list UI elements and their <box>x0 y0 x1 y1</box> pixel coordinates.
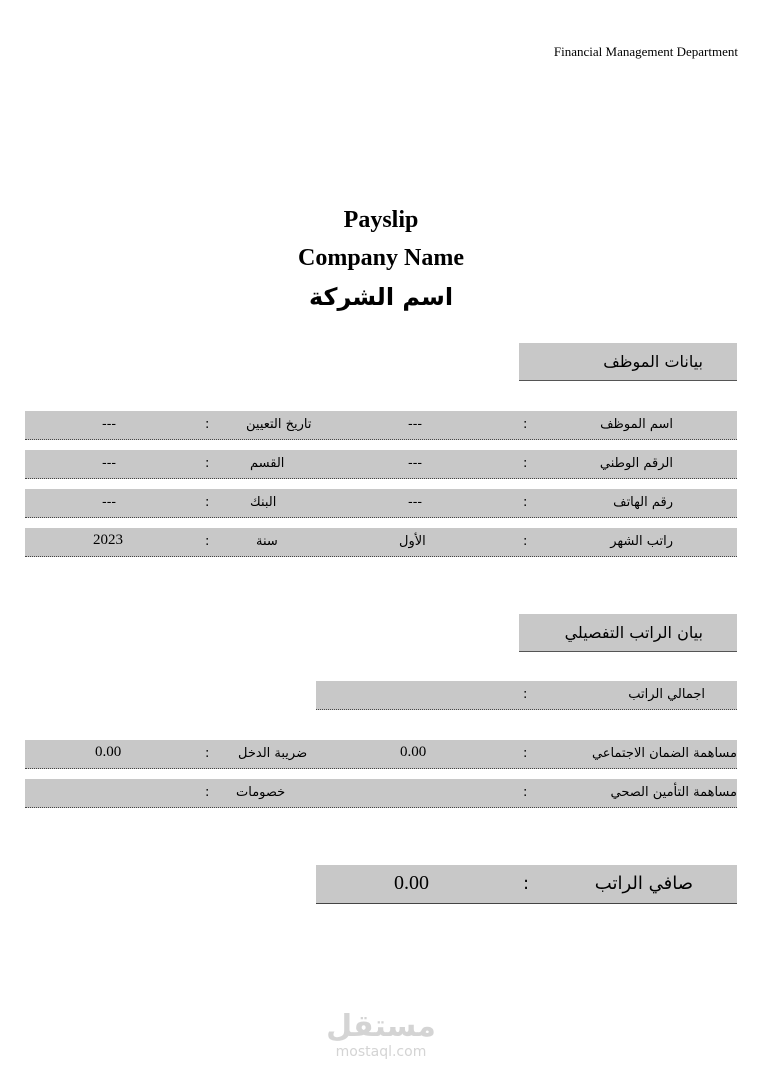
income-tax-value: 0.00 <box>95 744 122 760</box>
watermark <box>0 1010 762 1060</box>
colon: : <box>205 746 210 761</box>
watermark-ar: مستقل <box>326 1009 436 1044</box>
title-block <box>0 202 762 316</box>
employee-row-2 <box>25 450 737 479</box>
employee-row-3 <box>25 489 737 518</box>
colon: : <box>205 417 210 432</box>
phone-label: رقم الهاتف <box>613 495 673 510</box>
month-label: راتب الشهر <box>610 534 673 549</box>
employee-row-4 <box>25 528 737 557</box>
net-salary-label: صافي الراتب <box>594 873 693 894</box>
company-name-ar: اسم الشركة <box>308 283 454 311</box>
hire-date-value: --- <box>102 417 117 432</box>
year-value: 2023 <box>93 532 123 548</box>
national-id-label: الرقم الوطني <box>599 456 673 471</box>
hire-date-label: تاريخ التعيين <box>246 417 312 432</box>
colon: : <box>523 534 528 549</box>
employee-name-value: --- <box>408 417 423 432</box>
gross-salary-label: اجمالي الراتب <box>628 687 705 702</box>
national-id-value: --- <box>408 456 423 471</box>
social-security-value: 0.00 <box>400 744 427 760</box>
gross-salary-row <box>316 681 737 710</box>
colon: : <box>205 495 210 510</box>
health-insurance-label: مساهمة التأمين الصحي <box>610 785 737 800</box>
salary-row-1 <box>25 740 737 769</box>
net-salary-value: 0.00 <box>394 872 429 894</box>
employee-data-heading: بيانات الموظف <box>519 343 737 381</box>
colon: : <box>523 873 530 894</box>
colon: : <box>205 456 210 471</box>
bank-label: البنك <box>250 495 277 510</box>
year-label: سنة <box>256 534 278 549</box>
social-security-label: مساهمة الضمان الاجتماعي <box>591 746 737 761</box>
colon: : <box>205 534 210 549</box>
department-header: Financial Management Department <box>553 44 738 59</box>
income-tax-label: ضريبة الدخل <box>238 746 308 761</box>
net-salary-row <box>316 865 737 904</box>
department-value: --- <box>102 456 117 471</box>
colon: : <box>523 417 528 432</box>
payslip-title: Payslip <box>343 207 419 233</box>
watermark-en: mostaql.com <box>335 1044 427 1060</box>
deductions-label: خصومات <box>236 785 286 800</box>
employee-row-1 <box>25 411 737 440</box>
colon: : <box>523 456 528 471</box>
salary-details-heading: بيان الراتب التفصيلي <box>519 614 737 652</box>
company-name-en: Company Name <box>298 245 464 271</box>
colon: : <box>523 687 528 702</box>
colon: : <box>523 785 528 800</box>
colon: : <box>523 495 528 510</box>
colon: : <box>205 785 210 800</box>
phone-value: --- <box>408 495 423 510</box>
salary-row-2 <box>25 779 737 808</box>
month-value: الأول <box>399 534 426 549</box>
colon: : <box>523 746 528 761</box>
employee-name-label: اسم الموظف <box>600 417 673 432</box>
bank-value: --- <box>102 495 117 510</box>
department-label: القسم <box>250 456 285 471</box>
